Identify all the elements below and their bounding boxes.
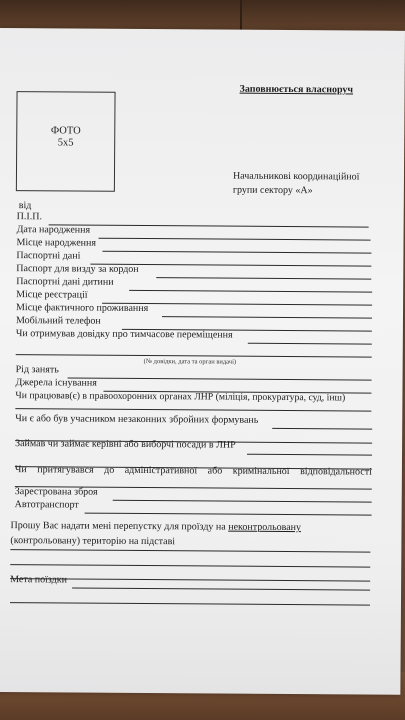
field-input-line[interactable] (10, 602, 370, 606)
field-input-line[interactable] (72, 588, 370, 591)
field-input-line[interactable] (129, 290, 372, 293)
field-label: Джерела існування (15, 377, 97, 389)
field-label: Мобільний телефон (15, 315, 101, 327)
question-liability-word: адміністративної (124, 464, 198, 477)
weapon-label: Зарестрована зброя (14, 486, 98, 498)
field-input-line[interactable] (162, 316, 372, 318)
question-positions: Займав чи займає керівні або виборчі посади в ЛНР (15, 438, 236, 451)
certificate-hint: (№ довідки, дата та орган видачі) (143, 358, 237, 366)
field-label: Чи отримував довідку про тимчасове переміщення (15, 328, 233, 341)
field-input-line[interactable] (99, 238, 371, 241)
field-label: Місце народження (16, 237, 97, 249)
question-liability-word: або (207, 465, 223, 477)
photo-label: ФОТО (50, 125, 81, 137)
question-liability-word: притягувався (37, 464, 94, 476)
field-input-line[interactable] (85, 513, 372, 516)
field-input-line[interactable] (68, 377, 372, 380)
question-liability-word: кримінальної (232, 465, 290, 478)
question-armed-groups: Чи є або був учасником незаконних збройних формувань (15, 413, 259, 426)
question-liability (15, 464, 372, 477)
field-label: Паспорт для визду за кордон (16, 263, 139, 275)
purpose-label: Мета поїздки (10, 574, 68, 586)
field-label: Місце фактичного проживання (16, 302, 149, 315)
question-liability-word: відповідальності (300, 466, 372, 478)
request-text-start: Прошу Вас надати мені перепустку для проїзду на (10, 520, 229, 533)
field-input-line[interactable] (248, 343, 372, 345)
field-label: П.І.П. (16, 211, 43, 223)
field-input-line[interactable] (15, 408, 371, 411)
handwritten-note: Заповнюється власноруч (239, 83, 354, 96)
addressee-line-1: Начальникові координаційної (232, 170, 360, 183)
field-label: Дата народження (16, 224, 91, 236)
addressee-line-2: групи сектору «А» (232, 184, 313, 197)
field-label: Паспортні дані дитини (16, 276, 114, 288)
field-label: Місце реєстрації (16, 289, 88, 301)
field-input-line[interactable] (10, 564, 370, 568)
field-input-line[interactable] (247, 454, 372, 456)
field-input-line[interactable] (49, 224, 369, 227)
from-label: від (18, 200, 32, 212)
question-liability-word: Чи (14, 464, 27, 476)
photo-box (16, 91, 116, 192)
request-underlined-word: неконтрольовану (228, 521, 302, 534)
addressee (233, 170, 360, 199)
field-input-line[interactable] (113, 500, 372, 503)
request-paragraph (10, 518, 372, 551)
field-input-line[interactable] (156, 277, 371, 280)
field-input-line[interactable] (272, 428, 372, 430)
photo-size: 5x5 (57, 137, 74, 149)
field-label: Чи працював(є) в правоохоронних органах ЛНР (міліція, прокуратура, суд, інш) (15, 390, 346, 404)
vehicle-label: Автотранспорт (14, 499, 79, 511)
request-text-end: (контрольовану) територію на підставі (10, 535, 176, 548)
question-liability-word: до (104, 464, 115, 476)
certificate-input-line[interactable] (16, 354, 372, 357)
field-input-line[interactable] (102, 251, 371, 254)
field-label: Рід занять (15, 364, 59, 376)
form-sheet (0, 28, 405, 695)
field-label: Паспортні дані (16, 250, 81, 262)
